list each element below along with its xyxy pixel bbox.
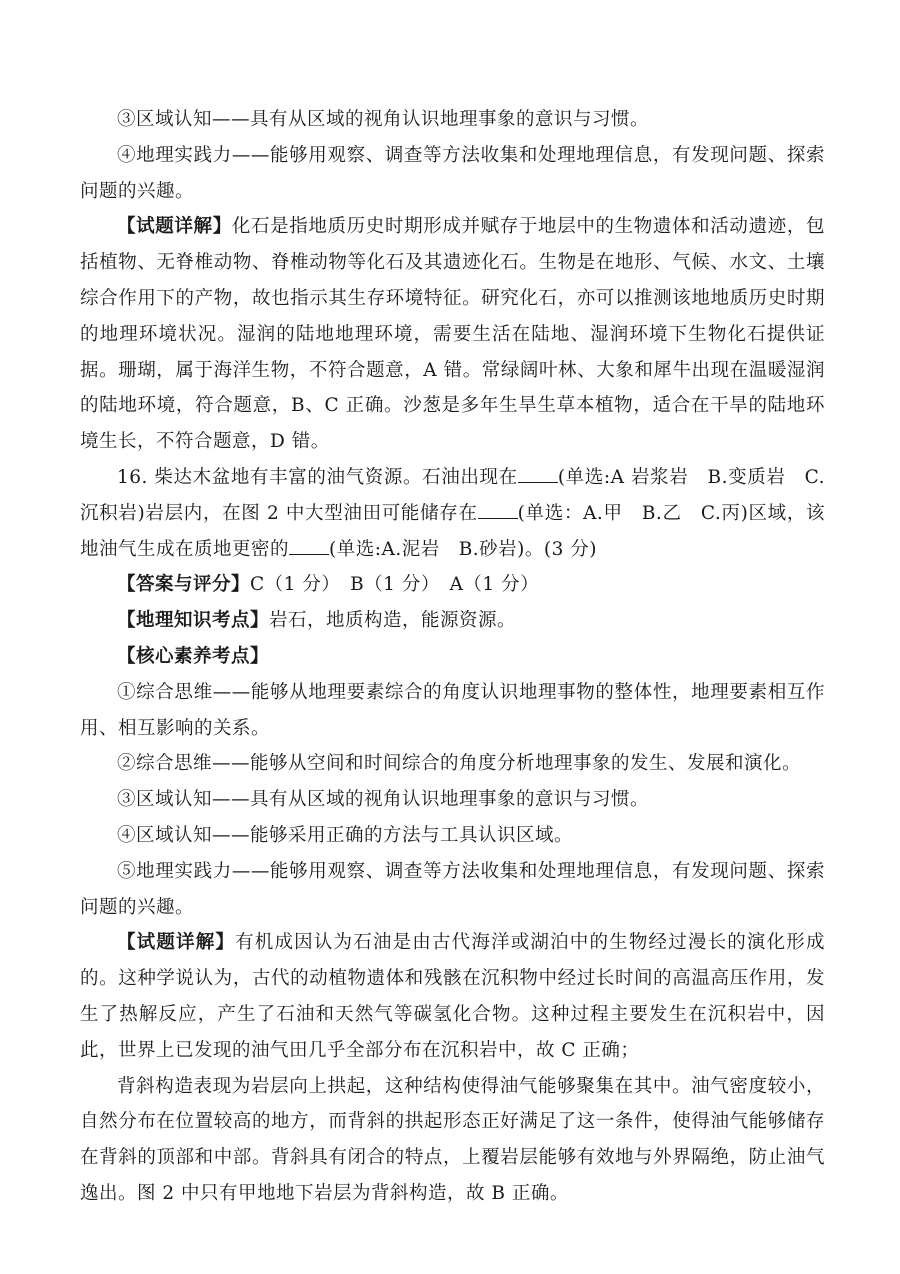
literacy-item-3: ③区域认知——具有从区域的视角认识地理事象的意识与习惯。 [117,109,650,130]
answer-text: C（1 分） B（1 分） A（1 分） [250,574,540,596]
document-page [80,102,825,1212]
answer-blank [289,553,329,555]
detailed-explanation-15 [80,209,825,460]
anticline-explanation: 背斜构造表现为岩层向上拱起，这种结构使得油气能够聚集在其中。油气密度较小，自然分布在位置较高的地方，而背斜的拱起形态正好满足了这一条件，使得油气能够储存在背斜的顶部和中部。背斜具有闭合的特点，上覆岩层能够有效地与外界隔绝，防止油气逸出。图 2 中只有甲地地下岩层为背斜构造，故 B 正确。 [80,1075,825,1204]
literacy-item-4: ④地理实践力——能够用观察、调查等方法收集和处理地理信息，有发现问题、探索问题的兴趣。 [80,144,825,202]
knowledge-points [80,603,825,639]
section-heading: 【地理知识考点】 [117,610,270,632]
answer-blank [518,481,558,483]
answer-and-score [80,567,825,603]
question-text: (单选:A 岩浆岩 B.变质岩 C.沉积岩)岩层内，在图 2 中大型油田可能储存在 [80,466,826,524]
question-text: 16. 柴达木盆地有丰富的油气资源。石油出现在 [117,466,518,488]
section-heading: 【试题详解】 [117,216,232,238]
core-literacy-item-1: ①综合思维——能够从地理要素综合的角度认识地理事物的整体性，地理要素相互作用、相互影响的关系。 [80,681,825,739]
detailed-explanation-16 [80,925,825,1068]
core-literacy-item-5: ⑤地理实践力——能够用观察、调查等方法收集和处理地理信息，有发现问题、探索问题的兴趣。 [80,860,825,918]
explanation-text: 化石是指地质历史时期形成并赋存于地层中的生物遗体和活动遗迹，包括植物、无脊椎动物、脊椎动物等化石及其遗迹化石。生物是在地形、气候、水文、土壤综合作用下的产物，故也指示其生存环境特征。研究化石，亦可以推测该地地质历史时期的地理环境状况。湿润的陆地地理环境，需要生活在陆地、湿润环境下生物化石提供证据。珊瑚，属于海洋生物，不符合题意，A 错。常绿阔叶林、大象和犀牛出现在温暖湿润的陆地环境，符合题意，B、C 正确。沙葱是多年生旱生草本植物，适合在干旱的陆地环境生长，不符合题意，D 错。 [80,216,825,453]
answer-blank [478,517,518,519]
knowledge-text: 岩石，地质构造，能源资源。 [269,610,517,632]
explanation-text: 有机成因认为石油是由古代海洋或湖泊中的生物经过漫长的演化形成的。这种学说认为，古代的动植物遗体和残骸在沉积物中经过长时间的高温高压作用，发生了热解反应，产生了石油和天然气等碳氢化合物。这种过程主要发生在沉积岩中，因此，世界上已发现的油气田几乎全部分布在沉积岩中，故 C 正确； [80,932,825,1061]
core-literacy-item-3: ③区域认知——具有从区域的视角认识地理事象的意识与习惯。 [117,789,650,811]
question-text: (单选:A.泥岩 B.砂岩)。(3 分) [329,538,597,560]
question-text: (单选：A.甲 B.乙 C.丙)区域，该地油气生成在质地更密的 [80,502,825,560]
question-16 [80,460,825,567]
core-literacy-item-4: ④区域认知——能够采用正确的方法与工具认识区域。 [117,824,574,846]
core-literacy-heading: 【核心素养考点】 [117,645,270,667]
section-heading: 【试题详解】 [117,932,236,954]
core-literacy-item-2: ②综合思维——能够从空间和时间综合的角度分析地理事象的发生、发展和演化。 [117,753,802,775]
section-heading: 【答案与评分】 [117,574,251,596]
